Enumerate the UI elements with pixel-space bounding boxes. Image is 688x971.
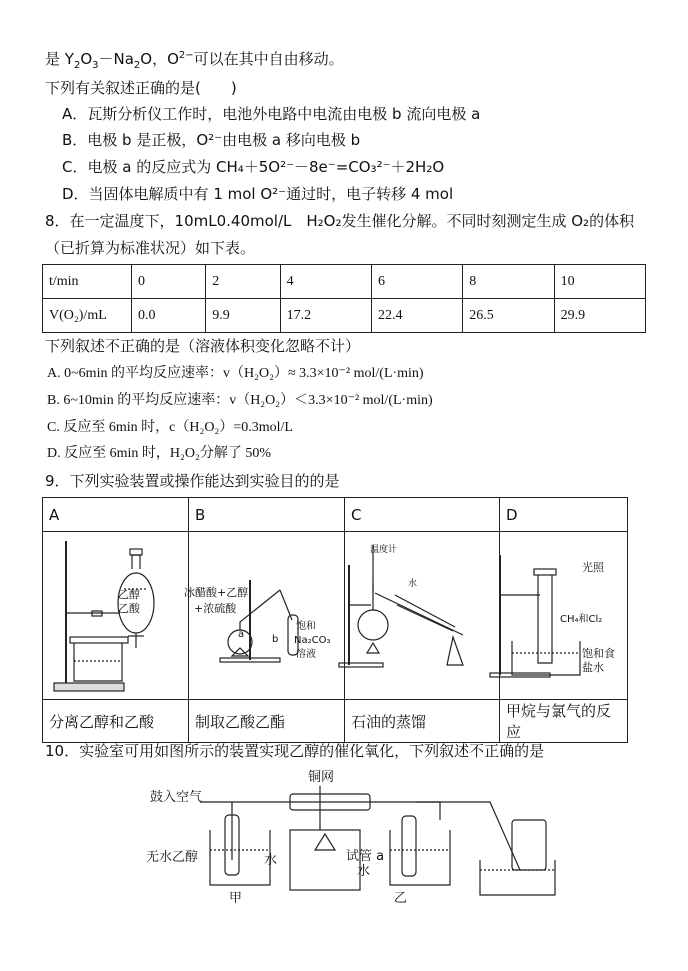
label-tube-a: 试管 a — [346, 849, 385, 864]
catalytic-oxidation-figure — [140, 770, 560, 910]
q10-stem: 10．实验室可用如图所示的装置实现乙醇的催化氧化，下列叙述不正确的是 — [45, 742, 545, 760]
table-row — [43, 700, 628, 743]
q8-option-c: C. 反应至 6min 时，c（H₂O₂）=0.3mol/L — [47, 420, 293, 435]
table-cell: A — [43, 498, 189, 532]
table-row — [43, 265, 646, 299]
table-cell: 10 — [554, 265, 645, 299]
table-cell: 4 — [280, 265, 371, 299]
fig-d-label-1: 光照 — [582, 561, 604, 574]
fig-c-label-2: 水 — [408, 579, 418, 589]
table-cell: B — [189, 498, 345, 532]
q9-stem: 9．下列实验装置或操作能达到实验目的的是 — [45, 472, 340, 490]
table-cell: 0 — [132, 265, 206, 299]
fig-b-label-2: +浓硫酸 — [194, 602, 237, 615]
fig-b-label-5: 饱和 — [296, 621, 316, 632]
table-cell: 石油的蒸馏 — [345, 700, 500, 743]
q8-line2: （已折算为标准状况）如下表。 — [45, 239, 256, 257]
q8-option-d: D. 反应至 6min 时，H₂O₂分解了 50% — [47, 446, 272, 461]
table-row — [43, 299, 646, 333]
fig-a-label-1: 乙醇 — [118, 588, 140, 601]
q7-top-line: 是 $Y_2O_3-Na_2O$，$O^{2-}$可以在其中自由移动。 — [45, 50, 344, 71]
table-cell: 26.5 — [463, 299, 554, 333]
q8-line1: 8．在一定温度下，10mL0.40mol/L H₂O₂发生催化分解。不同时刻测定生成 O₂的体积 — [45, 212, 635, 230]
q7-option-d: D．当固体电解质中有 1 mol O²⁻通过时，电子转移 4 mol — [62, 185, 454, 203]
fig-b-label-4: b — [272, 634, 279, 645]
table-cell: 29.9 — [554, 299, 645, 333]
table-cell: 甲烷与氯气的反应 — [500, 700, 628, 743]
table-cell: 2 — [206, 265, 280, 299]
q8-option-b: B. 6~10min 的平均反应速率：v（H₂O₂）＜3.3×10⁻² mol/(L·min) — [47, 393, 433, 408]
label-water-1: 水 — [264, 853, 278, 868]
table-cell: 分离乙醇和乙酸 — [43, 700, 189, 743]
label-jia: 甲 — [229, 891, 243, 906]
fig-b-label-7: 溶液 — [296, 649, 316, 660]
q8-stem: 下列叙述不正确的是（溶液体积变化忽略不计） — [45, 337, 361, 355]
separatory-funnel-figure — [44, 533, 174, 699]
table-cell: 6 — [371, 265, 462, 299]
fig-d-label-2: CH₄和Cl₂ — [560, 614, 603, 625]
q8-table — [42, 264, 646, 333]
table-cell: 8 — [463, 265, 554, 299]
fig-b-label-1: 冰醋酸+乙醇 — [184, 586, 249, 599]
table-cell: 22.4 — [371, 299, 462, 333]
q7-option-b: B．电极 b 是正极，O²⁻由电极 a 移向电极 b — [62, 131, 361, 149]
table-cell: V(O₂)/mL — [43, 299, 132, 333]
q7-stem: 下列有关叙述正确的是( ) — [45, 79, 237, 97]
fig-c-label-1: 温度计 — [370, 545, 398, 555]
q8-option-a: A. 0~6min 的平均反应速率：v（H₂O₂）≈ 3.3×10⁻² mol/(L·min) — [47, 366, 424, 381]
table-cell: 0.0 — [132, 299, 206, 333]
table-cell: t/min — [43, 265, 132, 299]
methane-chlorine-figure — [488, 545, 628, 685]
fig-a-label-2: 乙酸 — [118, 602, 140, 615]
table-cell: 9.9 — [206, 299, 280, 333]
table-row — [43, 498, 628, 532]
fig-b-label-3: a — [238, 629, 245, 640]
label-yi: 乙 — [394, 891, 408, 906]
label-copper-mesh: 铜网 — [308, 770, 335, 785]
label-air: 鼓入空气 — [150, 790, 203, 805]
fig-d-label-4: 盐水 — [582, 661, 604, 674]
q7-option-c: C．电极 a 的反应式为 CH₄＋5O²⁻－8e⁻=CO₃²⁻＋2H₂O — [62, 158, 445, 176]
table-cell: 制取乙酸乙酯 — [189, 700, 345, 743]
q7-option-a: A．瓦斯分析仪工作时，电池外电路中电流由电极 b 流向电极 a — [62, 105, 481, 123]
table-cell: C — [345, 498, 500, 532]
label-water-2: 水 — [357, 864, 371, 879]
fig-b-label-6: Na₂CO₃ — [294, 635, 331, 646]
fig-d-label-3: 饱和食 — [582, 647, 615, 660]
distillation-figure — [335, 535, 480, 675]
table-cell: 17.2 — [280, 299, 371, 333]
table-cell: D — [500, 498, 628, 532]
label-ethanol: 无水乙醇 — [146, 850, 199, 865]
